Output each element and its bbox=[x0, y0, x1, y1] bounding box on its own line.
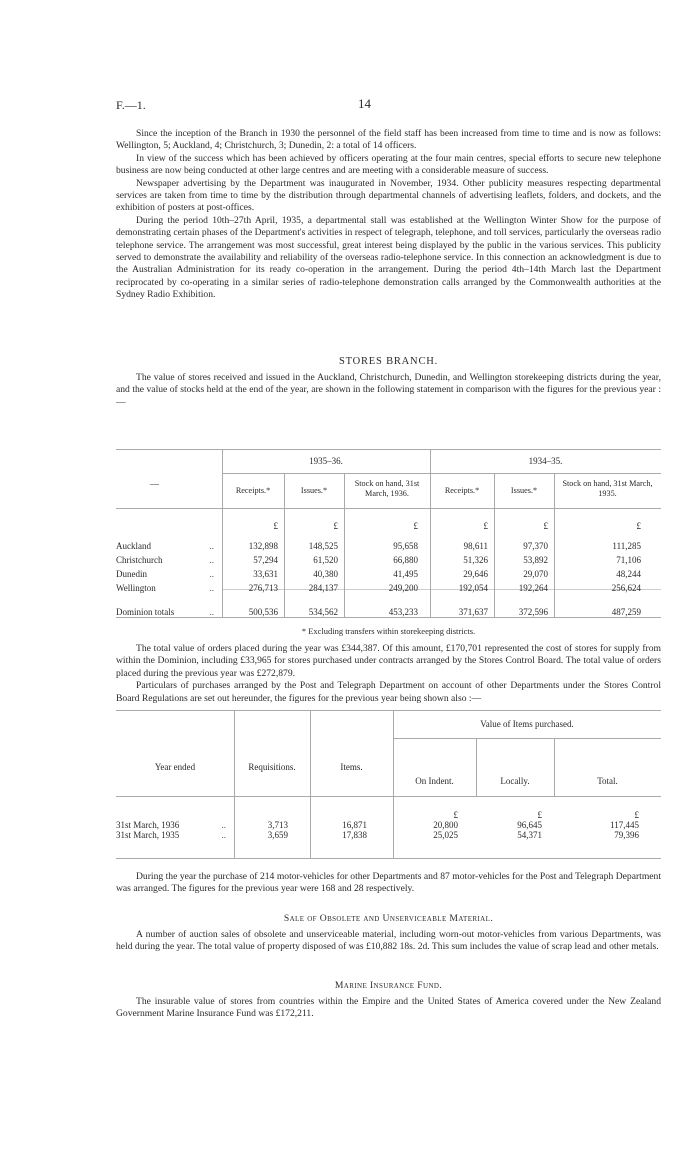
table-cell: 534,562 bbox=[308, 607, 338, 617]
vehicles-paragraph bbox=[116, 871, 661, 896]
table-cell: 284,137 bbox=[308, 583, 338, 593]
table-cell: 132,898 bbox=[248, 541, 278, 551]
paragraph: During the year the purchase of 214 motor-vehicles for other Departments and 87 motor-vehicles for the Post and Telegraph Department was arranged. The figures for the previous year were 168 and 28 respectively. bbox=[116, 871, 661, 895]
leader-dots: .. bbox=[221, 830, 226, 840]
table-cell: 17,838 bbox=[342, 830, 367, 840]
table-cell: 33,631 bbox=[253, 569, 278, 579]
table-cell: 192,264 bbox=[518, 583, 548, 593]
table-cell: 3,659 bbox=[267, 830, 288, 840]
currency-symbol: £ bbox=[413, 521, 418, 531]
col-header: Stock on hand, 31st March, 1936. bbox=[354, 479, 420, 498]
row-label: Wellington bbox=[116, 583, 156, 593]
marine-heading: Marine Insurance Fund. bbox=[334, 980, 443, 991]
col-header: Items. bbox=[340, 762, 363, 772]
table-cell: 29,070 bbox=[523, 569, 548, 579]
col-header: Receipts.* bbox=[235, 486, 271, 495]
table-cell: 192,054 bbox=[458, 583, 488, 593]
paragraph: Newspaper advertising by the Department was inaugurated in November, 1934. Other publicity measures respecting departmental services are taken from time to time by the distribution through departmental channels of advertising leaflets, folders, and dockets, and the exhibition of posters at post-offices. bbox=[116, 177, 661, 214]
row-label: Auckland bbox=[116, 541, 151, 551]
table-cell: 3,713 bbox=[267, 820, 288, 830]
paragraph: A number of auction sales of obsolete and unserviceable material, including worn-out motor-vehicles from various Departments, was held during the year. The total value of property disposed of was £10,882 18s. 2d. This sum includes the value of scrap lead and other metals. bbox=[116, 929, 661, 953]
orders-paragraphs bbox=[116, 643, 661, 705]
leader-dots: .. bbox=[221, 820, 226, 830]
table-cell: 79,396 bbox=[614, 830, 639, 840]
table-row bbox=[116, 820, 661, 830]
table-cell: 453,233 bbox=[388, 607, 418, 617]
row-label: Dominion totals bbox=[116, 607, 175, 617]
table-cell: 20,800 bbox=[433, 820, 458, 830]
col-header: Requisitions. bbox=[248, 762, 296, 772]
paragraph: Since the inception of the Branch in 1930 the personnel of the field staff has been increased from time to time and is now as follows: Wellington, 5; Auckland, 4; Christchurch, 3; Dunedin, 2: a total of 14 officers. bbox=[116, 128, 661, 152]
report-code: F.—1. bbox=[116, 98, 146, 112]
table-cell: 57,294 bbox=[253, 555, 278, 565]
paragraph: The insurable value of stores from countries within the Empire and the United States of America covered under the New Zealand Government Marine Insurance Fund was £172,211. bbox=[116, 996, 661, 1020]
table-cell: 117,445 bbox=[610, 820, 639, 830]
currency-row bbox=[116, 810, 661, 820]
table-cell: 71,106 bbox=[616, 555, 641, 565]
col-header: On Indent. bbox=[415, 776, 454, 786]
currency-symbol: £ bbox=[543, 521, 548, 531]
col-header: Year ended bbox=[154, 762, 196, 772]
leader-dots: .. bbox=[209, 569, 214, 579]
table-cell: 48,244 bbox=[616, 569, 641, 579]
currency-symbol: £ bbox=[634, 810, 639, 820]
table-cell: 249,200 bbox=[388, 583, 418, 593]
table-cell: 256,624 bbox=[611, 583, 641, 593]
row-label: 31st March, 1936 bbox=[116, 820, 180, 830]
leader-dots: .. bbox=[209, 541, 214, 551]
table-cell: 111,285 bbox=[612, 541, 641, 551]
total-row bbox=[116, 605, 661, 619]
col-header: Receipts.* bbox=[444, 486, 480, 495]
group-header: Value of Items purchased. bbox=[480, 719, 574, 729]
table-cell: 40,380 bbox=[313, 569, 338, 579]
group-header-1935-36: 1935–36. bbox=[309, 456, 343, 466]
table-cell: 53,892 bbox=[523, 555, 548, 565]
table-cell: 25,025 bbox=[433, 830, 458, 840]
currency-symbol: £ bbox=[453, 810, 458, 820]
table-cell: 97,370 bbox=[523, 541, 548, 551]
row-label: 31st March, 1935 bbox=[116, 830, 180, 840]
group-header-1934-35: 1934–35. bbox=[528, 456, 563, 466]
col-header: Issues.* bbox=[510, 486, 538, 495]
currency-symbol: £ bbox=[636, 521, 641, 531]
table-cell: 66,880 bbox=[393, 555, 418, 565]
sale-paragraph bbox=[116, 929, 661, 954]
intro-paragraphs bbox=[116, 128, 661, 302]
paragraph: During the period 10th–27th April, 1935, a departmental stall was established at the Wellington Winter Show for the purpose of demonstrating certain phases of the Department's activities in respect of telegraph, telephone, and toll services, particularly the overseas radio telephone service. The arrangement was most successful, great interest being displayed by the public in the various services. This publicity served to demonstrate the availability and reliability of the overseas radio-telephone service. In this connection an acknowledgment is due to the Australian Administration for its ready co-operation in the arrangement. During the period 4th–14th March last the Department reciprocated by co-operating in a similar series of radio-telephone demonstration calls arranged by the Commonwealth authorities at the Sydney Radio Exhibition. bbox=[116, 214, 661, 301]
marine-paragraph bbox=[116, 996, 661, 1021]
table-cell: 371,637 bbox=[458, 607, 488, 617]
row-label: Dunedin bbox=[116, 569, 147, 579]
currency-symbol: £ bbox=[537, 810, 542, 820]
col-header: Issues.* bbox=[300, 486, 328, 495]
table-cell: 276,713 bbox=[248, 583, 278, 593]
table-cell: 98,611 bbox=[463, 541, 488, 551]
col-header: Locally. bbox=[500, 776, 530, 786]
stub-header: — bbox=[150, 479, 159, 489]
table-cell: 148,525 bbox=[308, 541, 338, 551]
stores-heading: STORES BRANCH. bbox=[338, 356, 439, 367]
currency-symbol: £ bbox=[333, 521, 338, 531]
stores-intro bbox=[116, 372, 661, 409]
table-cell: 96,645 bbox=[517, 820, 542, 830]
table-row bbox=[116, 567, 661, 581]
leader-dots: .. bbox=[209, 583, 214, 593]
leader-dots: .. bbox=[209, 607, 214, 617]
table-row bbox=[116, 581, 661, 595]
table-cell: 372,596 bbox=[518, 607, 548, 617]
table-cell: 95,658 bbox=[393, 541, 418, 551]
paragraph: The value of stores received and issued in the Auckland, Christchurch, Dunedin, and Wellington storekeeping districts during the year, and the value of stocks held at the end of the year, are shown in the following statement in comparison with the figures for the previous year :— bbox=[116, 372, 661, 408]
table-cell: 500,536 bbox=[248, 607, 278, 617]
table-row bbox=[116, 830, 661, 840]
col-header: Stock on hand, 31st March, 1935. bbox=[562, 479, 653, 498]
table-row bbox=[116, 553, 661, 567]
table-cell: 41,495 bbox=[393, 569, 418, 579]
table-row bbox=[116, 539, 661, 553]
sale-heading: Sale of Obsolete and Unserviceable Material. bbox=[283, 913, 494, 924]
paragraph: In view of the success which has been achieved by officers operating at the four main centres, special efforts to secure new telephone business are now being conducted at other large centres and are meeting with a considerable measure of success. bbox=[116, 152, 661, 177]
leader-dots: .. bbox=[209, 555, 214, 565]
table-cell: 61,520 bbox=[313, 555, 338, 565]
currency-symbol: £ bbox=[483, 521, 488, 531]
stores-table-body bbox=[116, 519, 661, 619]
table-cell: 51,326 bbox=[463, 555, 488, 565]
table-footnote: * Excluding transfers within storekeeping districts. bbox=[301, 626, 476, 636]
currency-symbol: £ bbox=[273, 521, 278, 531]
table-cell: 54,371 bbox=[517, 830, 542, 840]
row-label: Christchurch bbox=[116, 555, 163, 565]
currency-row bbox=[116, 519, 661, 533]
table-cell: 487,259 bbox=[611, 607, 641, 617]
purchases-table-body bbox=[116, 810, 661, 840]
table-cell: 29,646 bbox=[463, 569, 488, 579]
page-number: 14 bbox=[358, 96, 371, 111]
col-header: Total. bbox=[597, 776, 618, 786]
paragraph: The total value of orders placed during the year was £344,387. Of this amount, £170,701 represented the cost of stores for supply from within the Dominion, including £33,965 for stores purchased under contracts arranged by the Stores Control Board. The total value of orders placed during the previous year was £272,879. bbox=[116, 643, 661, 679]
paragraph: Particulars of purchases arranged by the Post and Telegraph Department on account of other Departments under the Stores Control Board Regulations are set out hereunder, the figures for the previous year being shown also :— bbox=[116, 680, 661, 704]
table-cell: 16,871 bbox=[342, 820, 367, 830]
